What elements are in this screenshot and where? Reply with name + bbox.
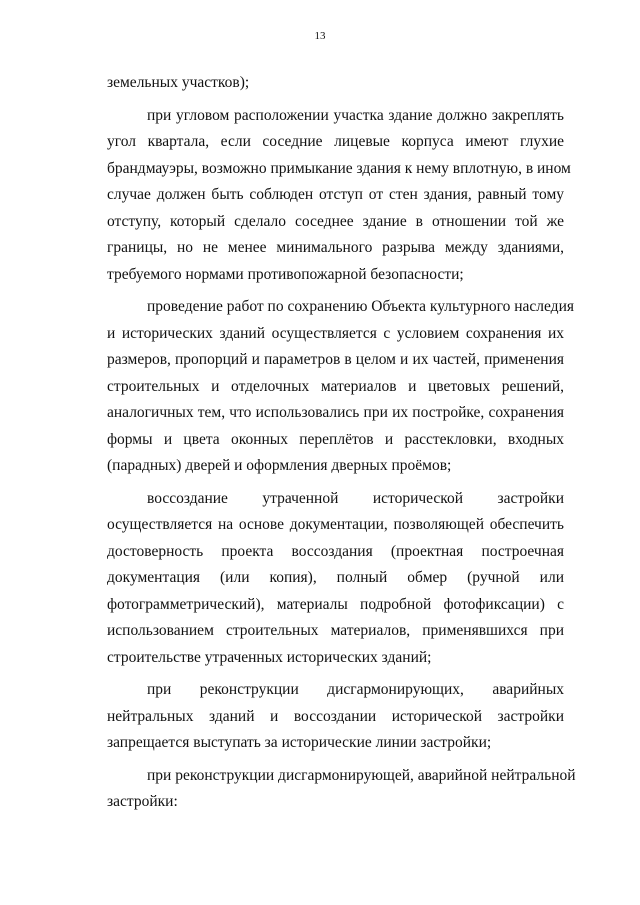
- page-number: 13: [314, 30, 326, 42]
- text-line: застройки:: [107, 793, 178, 810]
- text-line: запрещается выступать за исторические линии застройки;: [107, 734, 492, 751]
- text-line: (парадных) дверей и оформления дверных проёмов;: [107, 457, 452, 474]
- text-line: воссоздание утраченной исторической застройки: [147, 489, 564, 507]
- document-body: [107, 70, 576, 816]
- text-line: угол квартала, если соседние лицевые корпуса имеют глухие: [107, 133, 564, 150]
- text-line: при угловом расположении участка здание должно закреплять: [147, 106, 564, 124]
- text-line: проведение работ по сохранению Объекта культурного наследия: [147, 298, 574, 315]
- paragraph-3: [107, 294, 574, 480]
- text-line: размеров, пропорций и параметров в целом и их частей, применения: [107, 351, 564, 368]
- paragraph-1: [107, 70, 564, 97]
- text-line: случае должен быть соблюден отступ от стен здания, равный тому: [107, 186, 564, 203]
- text-line: и исторических зданий осуществляется с условием сохранения их: [107, 324, 564, 342]
- paragraph-4: [107, 486, 564, 672]
- paragraph-2: [107, 103, 571, 289]
- text-line: строительстве утраченных исторических зданий;: [107, 648, 432, 666]
- text-line: формы и цвета оконных переплётов и расстекловки, входных: [107, 430, 564, 448]
- text-line: строительных и отделочных материалов и цветовых решений,: [107, 377, 564, 395]
- text-line: фотограмметрический), материалы подробной фотофиксации) с: [107, 595, 564, 613]
- text-line: документация (или копия), полный обмер (ручной или: [107, 569, 564, 586]
- paragraph-5: [107, 677, 564, 757]
- text-line: при реконструкции дисгармонирующей, аварийной нейтральной: [147, 766, 576, 784]
- text-line: отступу, который сделало соседнее здание в отношении той же: [107, 212, 564, 230]
- text-line: требуемого нормами противопожарной безопасности;: [107, 265, 464, 283]
- text-line: использованием строительных материалов, применявшихся при: [107, 622, 564, 639]
- text-line: нейтральных зданий и воссоздании исторической застройки: [107, 707, 564, 725]
- text-line: аналогичных тем, что использовались при их постройке, сохранения: [107, 404, 564, 421]
- text-line: достоверность проекта воссоздания (проектная построечная: [107, 542, 564, 560]
- text-line: осуществляется на основе документации, позволяющей обеспечить: [107, 516, 564, 533]
- paragraph-6: [107, 763, 576, 816]
- text-line: брандмауэры, возможно примыкание здания к нему вплотную, в ином: [107, 159, 571, 177]
- text-line: границы, но не менее минимального разрыва между зданиями,: [107, 239, 564, 256]
- text-line: при реконструкции дисгармонирующих, аварийных: [147, 681, 564, 698]
- text-line: земельных участков);: [107, 74, 250, 91]
